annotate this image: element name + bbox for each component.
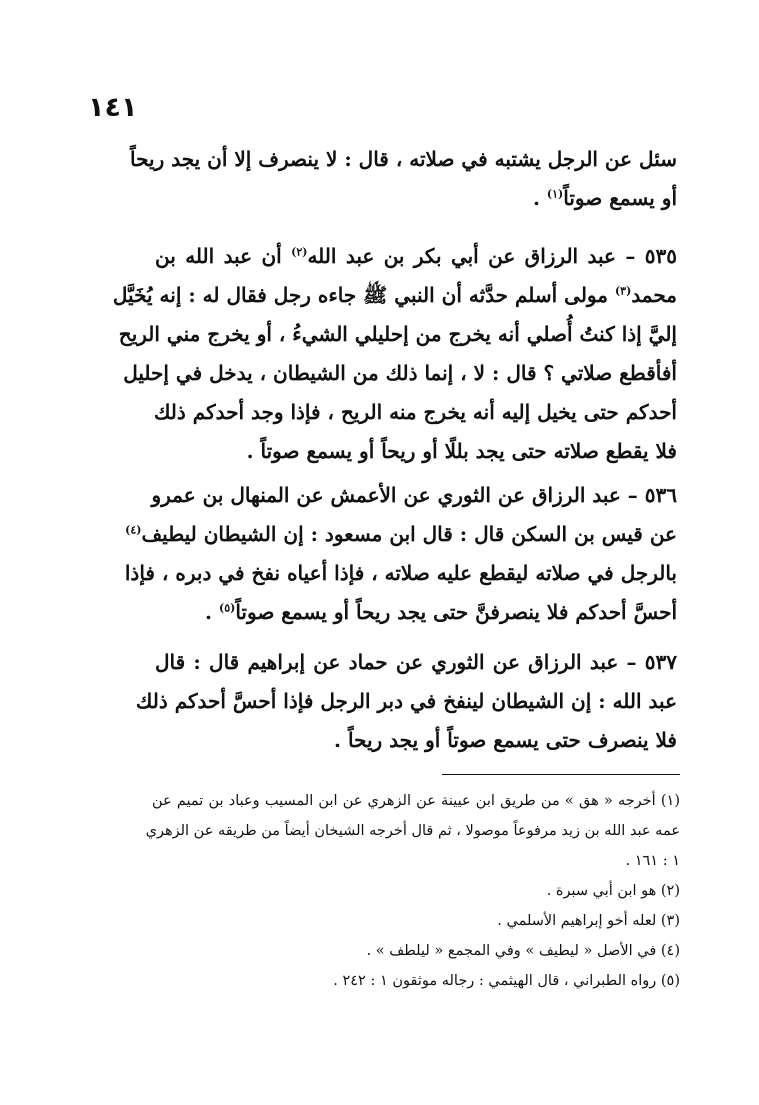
footnote-3: (٣) لعله أخو إبراهيم الأسلمي . <box>497 913 680 929</box>
footnote-ref: (٥) <box>218 601 236 615</box>
text-line: فلا يقطع صلاته حتى يجد بللًا أو ريحاً أو يسمع صوتاً . <box>246 439 677 463</box>
text-line: ٥٣٧ – عبد الرزاق عن الثوري عن حماد عن إبراهيم قال : قال <box>155 650 677 674</box>
text-line: أفأقطع صلاتي ؟ قال : لا ، إنما ذلك من الشيطان ، يدخل في إحليل <box>123 361 677 385</box>
text-line: فلا ينصرف حتى يسمع صوتاً أو يجد ريحاً . <box>334 728 677 752</box>
footnote-ref: (٤) <box>125 523 142 537</box>
footnote-1: (١) أخرجه « هق » من طريق ابن عيينة عن الزهري عن ابن المسيب وعباد بن تميم عن <box>152 793 680 809</box>
text-line: إليَّ إذا كنتُ أُصلي أنه يخرج من إحليلي الشيءُ ، أو يخرج مني الريح <box>118 322 677 346</box>
hadith-535 <box>112 237 677 471</box>
footnote-ref: (٣) <box>614 284 632 298</box>
footnote-2: (٢) هو ابن أبي سبرة . <box>546 883 680 899</box>
intro-paragraph <box>130 140 677 218</box>
text-line: أحدكم حتى يخيل إليه أنه يخرج منه الريح ، فإذا وجد أحدكم ذلك <box>153 400 677 424</box>
footnote-ref: (٢) <box>291 245 308 259</box>
text-line: ٥٣٥ – عبد الرزاق عن أبي بكر بن عبد الله$^{(٢)}$ أن عبد الله بن <box>155 244 677 268</box>
text-line: سئل عن الرجل يشتبه في صلاته ، قال : لا ينصرف إلا أن يجد ريحاً <box>130 147 677 171</box>
footnote-ref: (١) <box>546 187 564 201</box>
footnote-4: (٤) في الأصل « ليطيف » وفي المجمع « ليلطف » . <box>366 943 680 959</box>
footnote-1-cont: عمه عبد الله بن زيد مرفوعاً موصولا ، ثم قال أخرجه الشيخان أيضاً من طريقه عن الزهري <box>145 823 680 839</box>
text-line: أحسَّ أحدكم فلا ينصرفنَّ حتى يجد ريحاً أو يسمع صوتاً$^{(٥)}$ . <box>205 600 677 624</box>
text-line: عن قيس بن السكن قال : قال ابن مسعود : إن الشيطان ليطيف$^{(٤)}$ <box>125 522 677 546</box>
footnote-divider <box>442 774 680 775</box>
hadith-536 <box>124 476 677 632</box>
footnote-1-cont: ١ : ١٦١ . <box>625 853 680 869</box>
text-line: ٥٣٦ – عبد الرزاق عن الثوري عن الأعمش عن المنهال بن عمرو <box>151 483 677 507</box>
page-number: ١٤١ <box>88 92 138 123</box>
footnotes <box>145 786 680 996</box>
text-line: أو يسمع صوتاً$^{(١)}$ . <box>532 186 677 210</box>
text-line: عبد الله : إن الشيطان لينفخ في دبر الرجل فإذا أحسَّ أحدكم ذلك <box>135 689 677 713</box>
footnote-5: (٥) رواه الطبراني ، قال الهيثمي : رجاله موثقون ١ : ٢٤٢ . <box>333 973 680 989</box>
hadith-537 <box>135 643 677 760</box>
text-line: محمد$^{(٣)}$ مولى أسلم حدَّثه أن النبي ﷺ جاءه رجل فقال له : إنه يُخَيَّل <box>112 283 677 307</box>
text-line: بالرجل في صلاته ليقطع عليه صلاته ، فإذا أعياه نفخ في دبره ، فإذا <box>124 561 677 585</box>
